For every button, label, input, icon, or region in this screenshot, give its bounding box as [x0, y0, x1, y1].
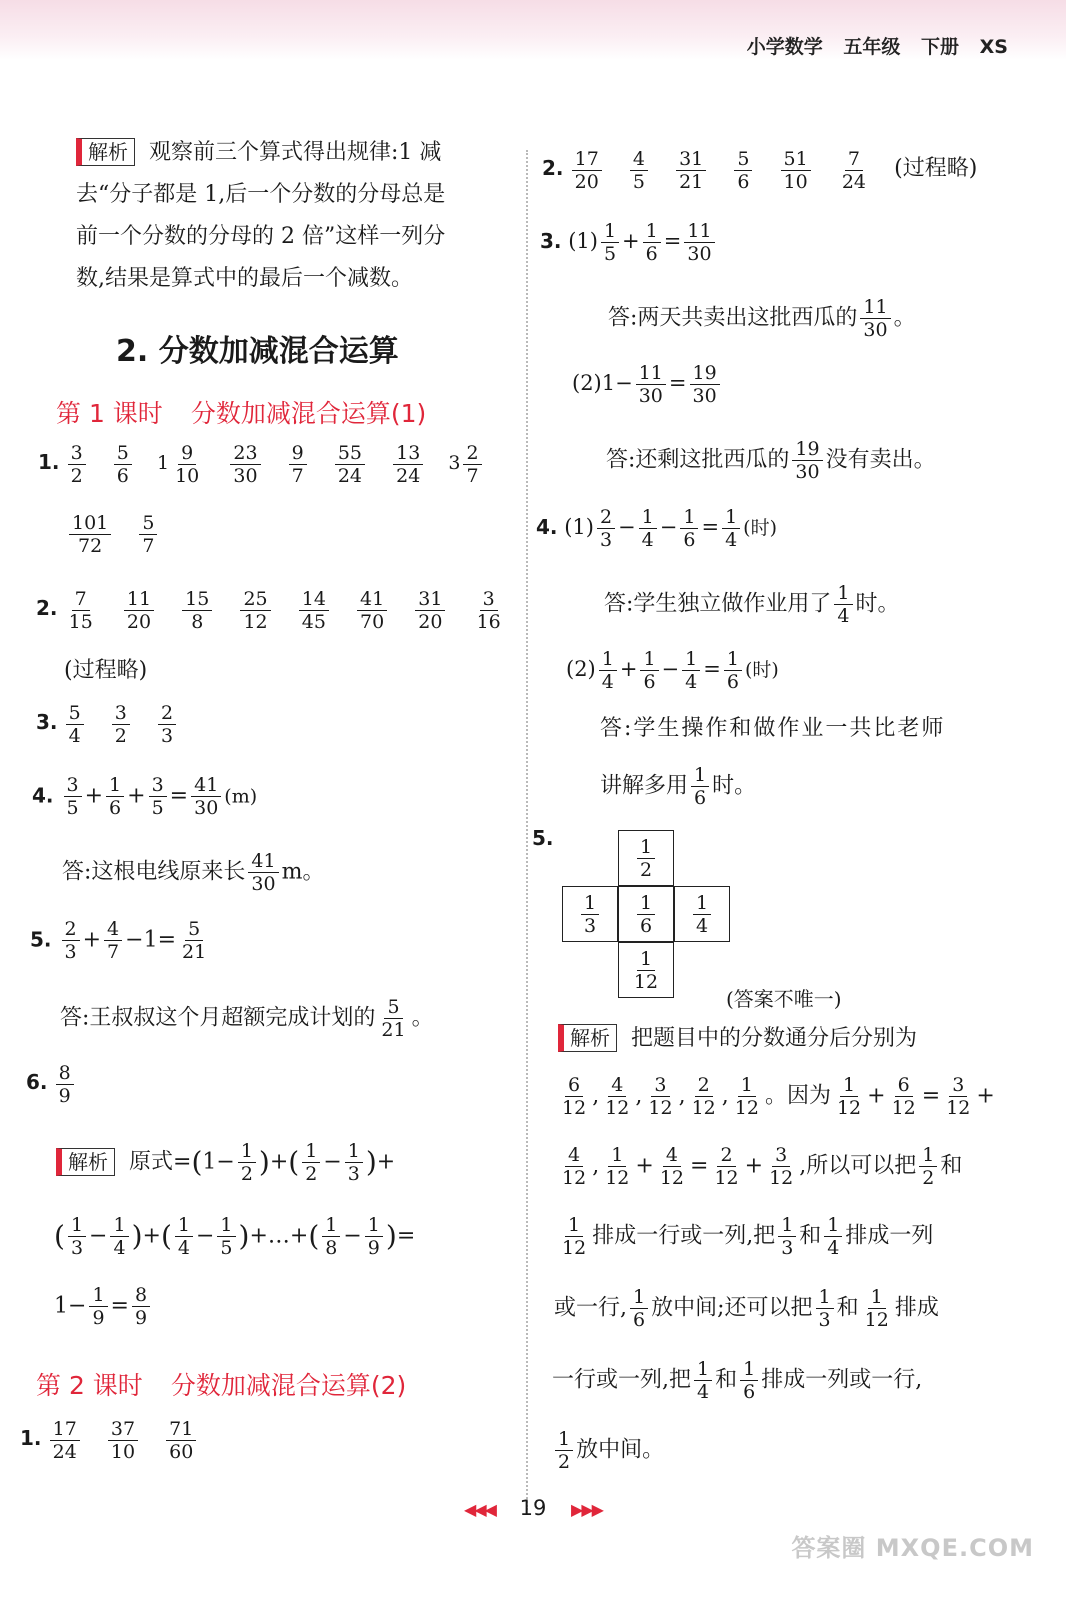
- question-4: 4. $\frac{3}{5}$ + $\frac{1}{6}$ + $\frac{3}{5}$ = $\frac{41}{30}$ (m): [32, 774, 258, 819]
- fraction: $\frac{1}{4}$: [682, 648, 700, 693]
- fraction: $\frac{2}{3}$: [158, 702, 176, 747]
- question-6: [26, 1062, 77, 1107]
- fraction: $\frac{1}{3}$: [581, 892, 599, 937]
- fraction: $\frac{71}{60}$: [166, 1418, 196, 1463]
- fraction: $\frac{6}{12}$: [891, 1074, 916, 1119]
- fraction: $\frac{4}{12}$: [605, 1074, 630, 1119]
- fraction: $\frac{1}{4}$: [694, 1358, 712, 1403]
- fraction: $\frac{5}{4}$: [66, 702, 84, 747]
- fraction: $\frac{3}{2}$: [112, 702, 130, 747]
- fraction: $\frac{41}{70}$: [357, 588, 387, 633]
- fraction: $\frac{11}{30}$: [636, 362, 666, 407]
- fraction: $\frac{5}{7}$: [139, 512, 157, 557]
- fraction: $\frac{1}{4}$: [110, 1214, 128, 1259]
- fraction: $\frac{1}{6}$: [630, 1286, 648, 1331]
- fraction: $\frac{3}{16}$: [476, 588, 501, 633]
- fraction: $\frac{19}{30}$: [792, 438, 822, 483]
- analysis-block-1: [76, 138, 441, 168]
- r-answer-3-2: 答:还剩这批西瓜的 $\frac{19}{30}$ 没有卖出。: [606, 438, 936, 483]
- analysis-tag: 解析: [76, 138, 135, 166]
- fraction: $\frac{3}{12}$: [648, 1074, 673, 1119]
- fraction: $\frac{55}{24}$: [335, 442, 365, 487]
- question-number: 2.: [36, 596, 58, 620]
- fraction: $\frac{17}{20}$: [572, 148, 602, 193]
- fraction: $\frac{1}{6}$: [106, 774, 124, 819]
- fraction: $\frac{41}{30}$: [191, 774, 221, 819]
- fraction: $\frac{3}{5}$: [64, 774, 82, 819]
- fraction: $\frac{1}{12}$: [633, 947, 659, 993]
- fraction: $\frac{5}{6}$: [114, 442, 132, 487]
- lesson-label: 第 2 课时: [36, 1371, 143, 1400]
- question-3: [36, 702, 196, 747]
- r-analysis-line: 一行或一列,把 $\frac{1}{4}$ 和 $\frac{1}{6}$ 排成一列或一行,: [552, 1358, 923, 1403]
- fraction: $\frac{6}{12}$: [562, 1074, 587, 1119]
- analysis-tag: 解析: [56, 1148, 115, 1176]
- question-number: 1.: [20, 1426, 42, 1450]
- fraction: $\frac{1}{6}$: [640, 648, 658, 693]
- lesson-heading-1: [56, 394, 426, 430]
- fraction: $\frac{17}{24}$: [50, 1418, 80, 1463]
- r-answer-4-2: 答:学生操作和做作业一共比老师: [600, 716, 946, 741]
- fraction: $\frac{3}{12}$: [769, 1144, 794, 1189]
- fraction: $\frac{1}{12}$: [836, 1074, 862, 1119]
- lesson2-question-1: [20, 1418, 216, 1463]
- r-analysis-line: $\frac{1}{12}$ 排成一行或一列,把 $\frac{1}{3}$ 和 $\frac{1}{4}$ 排成一列: [556, 1214, 933, 1259]
- analysis-line: 去“分子都是 1,后一个分数的分母总是: [76, 182, 446, 207]
- fraction: $\frac{1}{4}$: [693, 892, 711, 937]
- fraction: $\frac{1}{2}$: [555, 1428, 573, 1473]
- r-analysis-block: 解析 把题目中的分数通分后分别为: [558, 1024, 917, 1054]
- fraction: $\frac{4}{12}$: [562, 1144, 587, 1189]
- fraction: $\frac{1}{6}$: [680, 506, 698, 551]
- fraction: $\frac{51}{10}$: [781, 148, 811, 193]
- fraction: $\frac{31}{20}$: [415, 588, 445, 633]
- fraction: $\frac{8}{9}$: [132, 1284, 150, 1329]
- fraction: $\frac{1}{9}$: [365, 1214, 383, 1259]
- r-question-3: 3. (1) $\frac{1}{5}$ + $\frac{1}{6}$ = $\frac{11}{30}$: [540, 220, 718, 265]
- fraction: $\frac{1}{4}$: [599, 648, 617, 693]
- r-analysis-line: $\frac{4}{12}$ , $\frac{1}{12}$ + $\frac{4}{12}$ = $\frac{2}{12}$ + $\frac{3}{12}$ ,所以可以把 $\frac{1}{2}$ 和: [556, 1144, 962, 1189]
- fraction: $\frac{1}{6}$: [637, 892, 655, 937]
- fraction: $\frac{101}{72}$: [69, 512, 111, 557]
- analysis-line: 数,结果是算式中的最后一个减数。: [76, 266, 413, 291]
- fraction: $\frac{13}{24}$: [393, 442, 423, 487]
- fraction: $\frac{2}{12}$: [714, 1144, 739, 1189]
- fraction: $\frac{1}{12}$: [562, 1214, 587, 1259]
- answer-4: 答:这根电线原来长 $\frac{41}{30}$ m。: [62, 850, 325, 895]
- subject-label: 小学数学: [746, 36, 823, 58]
- book-info: [747, 32, 1008, 59]
- fraction: $\frac{1}{6}$: [643, 220, 661, 265]
- fraction: $\frac{11}{20}$: [124, 588, 154, 633]
- question-1: [38, 442, 502, 487]
- fraction: $\frac{19}{30}$: [690, 362, 720, 407]
- grid-cell-top: [618, 830, 674, 886]
- fraction: $\frac{5}{6}$: [734, 148, 752, 193]
- left-arrows-icon: ◀◀◀: [464, 1500, 495, 1519]
- r-analysis-line: $\frac{6}{12}$ , $\frac{4}{12}$ , $\frac{3}{12}$ , $\frac{2}{12}$ , $\frac{1}{12}$ 。因为 $\frac{1}{12}$ + $\frac{6}{12}$ = $\frac{3}{12}$ +: [556, 1074, 995, 1119]
- fraction: $\frac{4}{12}$: [659, 1144, 684, 1189]
- lesson-title: 分数加减混合运算(1): [190, 399, 427, 428]
- fraction: $\frac{41}{30}$: [248, 850, 278, 895]
- fraction: $\frac{15}{8}$: [182, 588, 212, 633]
- question-number: 4.: [536, 515, 558, 539]
- grade-label: 五年级: [843, 36, 901, 58]
- fraction: $\frac{2}{3}$: [597, 506, 615, 551]
- fraction: $\frac{1}{4}$: [834, 582, 852, 627]
- r-question-4-2: (2) $\frac{1}{4}$ + $\frac{1}{6}$ − $\frac{1}{4}$ = $\frac{1}{6}$ (时): [566, 648, 779, 693]
- mixed-whole: 1: [156, 452, 170, 474]
- answer-not-unique-note: (答案不唯一): [726, 987, 842, 1011]
- fraction: $\frac{1}{4}$: [722, 506, 740, 551]
- fraction: $\frac{1}{2}$: [302, 1140, 320, 1185]
- fraction: $\frac{11}{30}$: [860, 296, 890, 341]
- edition-label: XS: [979, 36, 1008, 58]
- fraction: $\frac{1}{5}$: [217, 1214, 235, 1259]
- question-number: 3.: [36, 710, 58, 734]
- fraction: $\frac{3}{2}$: [68, 442, 86, 487]
- r-question-4: 4. (1) $\frac{2}{3}$ − $\frac{1}{4}$ − $\frac{1}{6}$ = $\frac{1}{4}$ (时): [536, 506, 777, 551]
- r-answer-4-1: 答:学生独立做作业用了 $\frac{1}{4}$ 时。: [604, 582, 900, 627]
- fraction: $\frac{1}{8}$: [322, 1214, 340, 1259]
- fraction: $\frac{1}{3}$: [345, 1140, 363, 1185]
- question-number: 3.: [540, 229, 562, 253]
- grid-cell-left: [562, 886, 618, 942]
- fraction: $\frac{1}{4}$: [639, 506, 657, 551]
- fraction: $\frac{1}{9}$: [89, 1284, 107, 1329]
- answer-5: 答:王叔叔这个月超额完成计划的 $\frac{5}{21}$ 。: [60, 996, 434, 1041]
- question-2: [36, 588, 524, 633]
- analysis-line: 观察前三个算式得出规律:1 减: [149, 140, 442, 165]
- lesson-label: 第 1 课时: [56, 399, 163, 428]
- fraction: $\frac{1}{3}$: [68, 1214, 86, 1259]
- grid-cell-bottom: [618, 942, 674, 998]
- fraction: $\frac{7}{24}$: [841, 148, 867, 193]
- lesson-title: 分数加减混合运算(2): [170, 1371, 407, 1400]
- fraction: $\frac{1}{2}$: [637, 836, 655, 881]
- fraction: $\frac{1}{4}$: [175, 1214, 193, 1259]
- fraction: $\frac{8}{9}$: [56, 1062, 74, 1107]
- mixed-whole: 3: [448, 452, 461, 474]
- term-label: 下册: [921, 36, 960, 58]
- question-number: 4.: [32, 783, 54, 808]
- r-question-2: [542, 148, 977, 193]
- fraction: $\frac{1}{12}$: [864, 1286, 889, 1331]
- fraction: $\frac{25}{12}$: [240, 588, 270, 633]
- analysis-line: 前一个分数的分母的 2 倍”这样一列分: [76, 224, 446, 249]
- fraction: $\frac{5}{21}$: [182, 918, 207, 963]
- fraction: $\frac{1}{3}$: [816, 1286, 834, 1331]
- question-number: 2.: [542, 156, 564, 180]
- r-question-3-2: (2)1− $\frac{11}{30}$ = $\frac{19}{30}$: [572, 362, 723, 407]
- fraction: $\frac{2}{3}$: [62, 918, 80, 963]
- fraction: $\frac{1}{12}$: [734, 1074, 759, 1119]
- fraction: $\frac{1}{2}$: [238, 1140, 256, 1185]
- question-number: 1.: [38, 450, 60, 474]
- fraction: $\frac{31}{21}$: [676, 148, 706, 193]
- fraction: $\frac{1}{6}$: [724, 648, 742, 693]
- r-answer-3-1: 答:两天共卖出这批西瓜的 $\frac{11}{30}$ 。: [608, 296, 916, 341]
- process-omitted-note: (过程略): [64, 658, 148, 683]
- question-5: 5. $\frac{2}{3}$ + $\frac{4}{7}$ −1= $\frac{5}{21}$: [30, 918, 212, 963]
- fraction: $\frac{4}{7}$: [104, 918, 122, 963]
- question-number: 6.: [26, 1070, 48, 1094]
- analysis-line: 1− $\frac{1}{9}$ = $\frac{8}{9}$: [54, 1284, 153, 1329]
- process-omitted-note: (过程略): [894, 156, 978, 181]
- fraction: $\frac{1}{2}$: [919, 1144, 937, 1189]
- fraction: $\frac{14}{45}$: [299, 588, 329, 633]
- fraction: $\frac{1}{6}$: [740, 1358, 758, 1403]
- r-analysis-line: 或一行, $\frac{1}{6}$ 放中间;还可以把 $\frac{1}{3}$ 和 $\frac{1}{12}$ 排成: [554, 1286, 939, 1331]
- fraction: $\frac{1}{3}$: [778, 1214, 796, 1259]
- watermark: 答案圈 MXQE.COM: [791, 1534, 1034, 1562]
- right-arrows-icon: ▶▶▶: [571, 1500, 602, 1519]
- analysis-tag: 解析: [558, 1024, 617, 1052]
- fraction: $\frac{37}{10}$: [108, 1418, 138, 1463]
- fraction: $\frac{23}{30}$: [230, 442, 260, 487]
- fraction: $\frac{1}{12}$: [605, 1144, 630, 1189]
- fraction: $\frac{11}{30}$: [684, 220, 714, 265]
- fraction: $\frac{1}{5}$: [601, 220, 619, 265]
- fraction: $\frac{1}{6}$: [691, 764, 709, 809]
- analysis-line: ( $\frac{1}{3}$ − $\frac{1}{4}$ )+( $\frac{1}{4}$ − $\frac{1}{5}$ )+…+( $\frac{1}{8}$ − $\frac{1}{9}$ )=: [54, 1214, 416, 1259]
- fraction: $\frac{1}{4}$: [824, 1214, 842, 1259]
- grid-cell-right: [674, 886, 730, 942]
- column-divider: [526, 150, 528, 1510]
- question-number: 5.: [532, 826, 554, 850]
- question-1-cont: [66, 512, 177, 557]
- lesson-heading-2: [36, 1366, 406, 1402]
- fraction: $\frac{7}{15}$: [68, 588, 93, 633]
- section-title: 2. 分数加减混合运算: [116, 334, 399, 369]
- fraction: $\frac{5}{21}$: [381, 996, 406, 1041]
- fraction: $\frac{9}{7}$: [289, 442, 307, 487]
- fraction: $\frac{4}{5}$: [630, 148, 648, 193]
- fraction: $\frac{2}{7}$: [463, 442, 481, 487]
- analysis-block-2: 解析 原式=(1− $\frac{1}{2}$ )+( $\frac{1}{2}$ − $\frac{1}{3}$ )+: [56, 1140, 395, 1185]
- page-number: 19: [519, 1496, 547, 1520]
- grid-cell-center: [618, 886, 674, 942]
- page-footer: [0, 1496, 1066, 1520]
- fraction: $\frac{3}{5}$: [149, 774, 167, 819]
- fraction: $\frac{9}{10}$: [175, 442, 200, 487]
- r-answer-4-2-cont: 讲解多用 $\frac{1}{6}$ 时。: [600, 764, 757, 809]
- question-number: 5.: [30, 927, 52, 952]
- fraction: $\frac{2}{12}$: [691, 1074, 716, 1119]
- fraction: $\frac{3}{12}$: [946, 1074, 971, 1119]
- r-analysis-line: $\frac{1}{2}$ 放中间。: [552, 1428, 664, 1473]
